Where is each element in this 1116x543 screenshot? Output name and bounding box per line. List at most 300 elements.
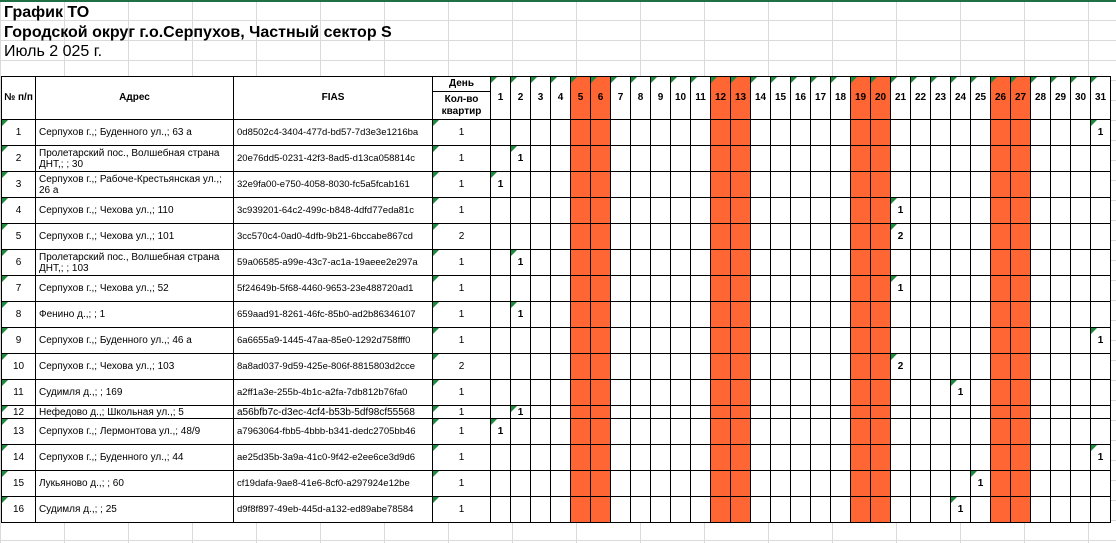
day-cell[interactable] [811,354,831,380]
day-cell[interactable] [851,276,871,302]
day-cell[interactable] [871,497,891,523]
day-cell[interactable] [671,172,691,198]
day-cell[interactable] [911,302,931,328]
day-cell[interactable] [731,276,751,302]
day-cell[interactable] [731,198,751,224]
day-cell[interactable] [731,354,751,380]
day-cell[interactable] [911,198,931,224]
header-day-29[interactable]: 29 [1051,77,1071,120]
day-cell[interactable] [551,328,571,354]
day-cell[interactable] [931,497,951,523]
day-cell[interactable] [571,276,591,302]
day-cell[interactable] [751,497,771,523]
day-cell[interactable] [771,419,791,445]
day-cell[interactable] [751,120,771,146]
day-cell[interactable] [771,302,791,328]
day-cell[interactable] [751,354,771,380]
day-cell[interactable] [711,120,731,146]
day-cell[interactable] [751,172,771,198]
day-cell[interactable] [851,302,871,328]
day-cell[interactable] [951,406,971,419]
day-cell[interactable] [1031,302,1051,328]
day-cell[interactable] [1011,172,1031,198]
day-cell[interactable] [491,302,511,328]
row-number[interactable]: 5 [2,224,36,250]
day-cell[interactable] [691,354,711,380]
day-cell[interactable] [551,120,571,146]
day-cell[interactable] [911,120,931,146]
day-cell[interactable] [971,497,991,523]
day-cell[interactable] [871,419,891,445]
day-cell[interactable] [971,120,991,146]
day-cell[interactable] [911,419,931,445]
day-cell[interactable] [851,445,871,471]
day-cell[interactable] [1011,302,1031,328]
address-cell[interactable]: Серпухов г.,; Буденного ул.,; 46 а [36,328,234,354]
day-cell[interactable] [531,224,551,250]
apartment-count-cell[interactable]: 1 [433,471,491,497]
day-cell[interactable] [1031,497,1051,523]
day-cell[interactable] [1091,276,1111,302]
day-cell[interactable] [711,198,731,224]
day-cell[interactable] [991,497,1011,523]
day-cell[interactable] [1011,146,1031,172]
day-cell[interactable] [911,250,931,276]
day-cell[interactable] [611,172,631,198]
day-cell[interactable] [1091,172,1111,198]
day-cell[interactable] [711,302,731,328]
day-cell[interactable] [871,146,891,172]
day-cell[interactable] [671,471,691,497]
header-day-24[interactable]: 24 [951,77,971,120]
day-cell[interactable] [1011,471,1031,497]
day-cell[interactable] [1031,354,1051,380]
day-cell[interactable] [711,354,731,380]
day-cell[interactable] [791,328,811,354]
day-cell[interactable] [971,328,991,354]
day-cell[interactable] [1031,198,1051,224]
day-cell[interactable] [571,445,591,471]
day-cell[interactable] [991,172,1011,198]
day-cell[interactable] [491,445,511,471]
day-cell[interactable] [531,380,551,406]
header-day-15[interactable]: 15 [771,77,791,120]
day-cell[interactable] [891,380,911,406]
day-cell[interactable] [751,328,771,354]
day-cell[interactable] [931,146,951,172]
header-day-16[interactable]: 16 [791,77,811,120]
day-cell[interactable] [871,406,891,419]
day-cell[interactable] [491,250,511,276]
address-cell[interactable]: Серпухов г.,; Чехова ул.,; 52 [36,276,234,302]
day-cell[interactable] [531,172,551,198]
header-day-18[interactable]: 18 [831,77,851,120]
address-cell[interactable]: Фенино д.,; ; 1 [36,302,234,328]
day-cell[interactable] [811,445,831,471]
fias-cell[interactable]: cf19dafa-9ae8-41e6-8cf0-a297924e12be [234,471,433,497]
day-cell[interactable] [611,120,631,146]
day-cell[interactable] [1071,120,1091,146]
day-cell[interactable] [531,497,551,523]
row-number[interactable]: 3 [2,172,36,198]
day-cell[interactable] [951,354,971,380]
day-cell[interactable] [631,471,651,497]
address-cell[interactable]: Серпухов г.,; Чехова ул.,; 110 [36,198,234,224]
day-cell[interactable] [1051,276,1071,302]
day-cell[interactable] [571,419,591,445]
header-day-28[interactable]: 28 [1031,77,1051,120]
fias-cell[interactable]: ae25d35b-3a9a-41c0-9f42-e2ee6ce3d9d6 [234,445,433,471]
day-cell[interactable] [631,380,651,406]
day-cell[interactable] [771,172,791,198]
day-cell[interactable]: 1 [971,471,991,497]
day-cell[interactable] [851,146,871,172]
day-cell[interactable] [1031,120,1051,146]
day-cell[interactable] [851,328,871,354]
day-cell[interactable] [771,146,791,172]
header-day-26[interactable]: 26 [991,77,1011,120]
day-cell[interactable] [511,276,531,302]
day-cell[interactable] [831,406,851,419]
day-cell[interactable] [491,497,511,523]
day-cell[interactable]: 1 [511,406,531,419]
address-cell[interactable]: Судимля д.,; ; 169 [36,380,234,406]
day-cell[interactable] [531,445,551,471]
day-cell[interactable] [971,224,991,250]
day-cell[interactable] [911,276,931,302]
apartment-count-cell[interactable]: 1 [433,120,491,146]
day-cell[interactable] [731,380,751,406]
day-cell[interactable] [611,380,631,406]
day-cell[interactable] [1051,224,1071,250]
day-cell[interactable] [971,354,991,380]
day-cell[interactable]: 2 [891,224,911,250]
day-cell[interactable] [811,172,831,198]
day-cell[interactable] [731,406,751,419]
day-cell[interactable] [751,146,771,172]
address-cell[interactable]: Серпухов г.,; Лермонтова ул.,; 48/9 [36,419,234,445]
day-cell[interactable] [811,328,831,354]
day-cell[interactable] [1051,302,1071,328]
day-cell[interactable] [951,445,971,471]
day-cell[interactable] [1051,172,1071,198]
day-cell[interactable] [551,354,571,380]
day-cell[interactable] [891,146,911,172]
day-cell[interactable] [691,302,711,328]
header-day-7[interactable]: 7 [611,77,631,120]
day-cell[interactable] [671,380,691,406]
day-cell[interactable] [1091,250,1111,276]
day-cell[interactable] [651,198,671,224]
address-cell[interactable]: Судимля д.,; ; 25 [36,497,234,523]
day-cell[interactable] [751,471,771,497]
row-number[interactable]: 4 [2,198,36,224]
day-cell[interactable] [831,172,851,198]
day-cell[interactable] [571,497,591,523]
day-cell[interactable] [651,406,671,419]
day-cell[interactable] [671,276,691,302]
day-cell[interactable] [551,172,571,198]
day-cell[interactable] [591,302,611,328]
header-day-14[interactable]: 14 [751,77,771,120]
fias-cell[interactable]: 3c939201-64c2-499c-b848-4dfd77eda81c [234,198,433,224]
row-number[interactable]: 13 [2,419,36,445]
day-cell[interactable] [791,120,811,146]
day-cell[interactable] [551,302,571,328]
header-day-11[interactable]: 11 [691,77,711,120]
day-cell[interactable] [1031,380,1051,406]
day-cell[interactable] [851,406,871,419]
day-cell[interactable] [831,250,851,276]
address-cell[interactable]: Серпухов г.,; Буденного ул.,; 63 а [36,120,234,146]
day-cell[interactable] [871,302,891,328]
day-cell[interactable] [951,146,971,172]
day-cell[interactable] [831,471,851,497]
day-cell[interactable] [971,445,991,471]
apartment-count-cell[interactable]: 1 [433,406,491,419]
day-cell[interactable] [651,328,671,354]
day-cell[interactable] [631,497,651,523]
day-cell[interactable] [1071,302,1091,328]
fias-cell[interactable]: 659aad91-8261-46fc-85b0-ad2b86346107 [234,302,433,328]
row-number[interactable]: 12 [2,406,36,419]
day-cell[interactable] [671,445,691,471]
apartment-count-cell[interactable]: 1 [433,276,491,302]
day-cell[interactable] [1071,380,1091,406]
day-cell[interactable] [611,276,631,302]
day-cell[interactable] [691,406,711,419]
day-cell[interactable] [751,250,771,276]
day-cell[interactable] [531,328,551,354]
day-cell[interactable] [831,380,851,406]
day-cell[interactable] [791,406,811,419]
fias-cell[interactable]: a7963064-fbb5-4bbb-b341-dedc2705bb46 [234,419,433,445]
day-cell[interactable] [851,497,871,523]
day-cell[interactable] [1031,276,1051,302]
day-cell[interactable] [891,172,911,198]
day-cell[interactable] [611,224,631,250]
day-cell[interactable] [1071,406,1091,419]
day-cell[interactable] [631,172,651,198]
day-cell[interactable] [551,250,571,276]
day-cell[interactable] [691,172,711,198]
day-cell[interactable] [971,380,991,406]
day-cell[interactable] [711,328,731,354]
day-cell[interactable] [1031,471,1051,497]
day-cell[interactable] [911,146,931,172]
day-cell[interactable] [571,198,591,224]
day-cell[interactable] [651,276,671,302]
row-number[interactable]: 2 [2,146,36,172]
day-cell[interactable] [1051,354,1071,380]
day-cell[interactable] [931,302,951,328]
header-day-27[interactable]: 27 [1011,77,1031,120]
day-cell[interactable] [511,198,531,224]
day-cell[interactable] [1011,328,1031,354]
day-cell[interactable] [731,328,751,354]
day-cell[interactable] [891,250,911,276]
day-cell[interactable] [651,146,671,172]
day-cell[interactable] [971,146,991,172]
apartment-count-cell[interactable]: 1 [433,172,491,198]
header-day-3[interactable]: 3 [531,77,551,120]
day-cell[interactable] [1071,471,1091,497]
day-cell[interactable] [551,406,571,419]
day-cell[interactable] [711,380,731,406]
day-cell[interactable] [771,198,791,224]
day-cell[interactable] [571,354,591,380]
day-cell[interactable] [891,120,911,146]
header-apartment-count[interactable]: Кол-во квартир [433,92,491,120]
day-cell[interactable] [1071,146,1091,172]
day-cell[interactable] [651,250,671,276]
day-cell[interactable] [831,302,851,328]
header-row-number[interactable]: № п/п [2,77,36,120]
row-number[interactable]: 8 [2,302,36,328]
header-day-9[interactable]: 9 [651,77,671,120]
day-cell[interactable] [531,146,551,172]
row-number[interactable]: 1 [2,120,36,146]
day-cell[interactable] [771,406,791,419]
day-cell[interactable] [611,198,631,224]
day-cell[interactable] [1031,146,1051,172]
day-cell[interactable] [831,354,851,380]
day-cell[interactable] [651,302,671,328]
day-cell[interactable] [911,497,931,523]
day-cell[interactable] [491,224,511,250]
day-cell[interactable] [831,497,851,523]
day-cell[interactable] [591,276,611,302]
day-cell[interactable] [911,172,931,198]
day-cell[interactable] [1091,198,1111,224]
day-cell[interactable] [951,172,971,198]
day-cell[interactable] [771,224,791,250]
day-cell[interactable] [771,380,791,406]
day-cell[interactable] [491,146,511,172]
day-cell[interactable] [971,250,991,276]
day-cell[interactable] [551,224,571,250]
header-day-1[interactable]: 1 [491,77,511,120]
day-cell[interactable]: 1 [511,302,531,328]
day-cell[interactable] [571,120,591,146]
day-cell[interactable] [1051,471,1071,497]
day-cell[interactable] [651,380,671,406]
day-cell[interactable] [611,445,631,471]
day-cell[interactable] [711,224,731,250]
day-cell[interactable] [771,445,791,471]
day-cell[interactable] [751,380,771,406]
day-cell[interactable] [511,328,531,354]
day-cell[interactable]: 1 [511,250,531,276]
day-cell[interactable] [1051,406,1071,419]
day-cell[interactable] [651,419,671,445]
day-cell[interactable] [651,120,671,146]
day-cell[interactable] [511,120,531,146]
day-cell[interactable] [771,328,791,354]
day-cell[interactable] [671,146,691,172]
day-cell[interactable] [891,471,911,497]
fias-cell[interactable]: 5f24649b-5f68-4460-9653-23e488720ad1 [234,276,433,302]
day-cell[interactable] [631,224,651,250]
day-cell[interactable] [951,224,971,250]
day-cell[interactable] [591,419,611,445]
day-cell[interactable] [691,224,711,250]
fias-cell[interactable]: d9f8f897-49eb-445d-a132-ed89abe78584 [234,497,433,523]
header-day-2[interactable]: 2 [511,77,531,120]
day-cell[interactable] [931,172,951,198]
day-cell[interactable] [671,497,691,523]
day-cell[interactable] [711,250,731,276]
day-cell[interactable] [931,198,951,224]
fias-cell[interactable]: 20e76dd5-0231-42f3-8ad5-d13ca058814c [234,146,433,172]
header-day-19[interactable]: 19 [851,77,871,120]
row-number[interactable]: 16 [2,497,36,523]
day-cell[interactable] [511,445,531,471]
day-cell[interactable] [831,328,851,354]
header-day-23[interactable]: 23 [931,77,951,120]
day-cell[interactable] [591,380,611,406]
day-cell[interactable] [731,172,751,198]
day-cell[interactable] [851,250,871,276]
day-cell[interactable] [551,445,571,471]
day-cell[interactable] [751,419,771,445]
day-cell[interactable] [791,471,811,497]
day-cell[interactable] [791,419,811,445]
header-day-12[interactable]: 12 [711,77,731,120]
header-day-17[interactable]: 17 [811,77,831,120]
day-cell[interactable] [1071,419,1091,445]
day-cell[interactable] [631,354,651,380]
day-cell[interactable] [791,354,811,380]
day-cell[interactable] [731,120,751,146]
day-cell[interactable] [491,276,511,302]
day-cell[interactable] [991,419,1011,445]
day-cell[interactable] [791,380,811,406]
apartment-count-cell[interactable]: 1 [433,198,491,224]
day-cell[interactable] [571,172,591,198]
day-cell[interactable] [1011,198,1031,224]
day-cell[interactable] [791,302,811,328]
day-cell[interactable] [1091,406,1111,419]
header-day-13[interactable]: 13 [731,77,751,120]
header-day-6[interactable]: 6 [591,77,611,120]
day-cell[interactable] [871,445,891,471]
day-cell[interactable] [751,302,771,328]
day-cell[interactable] [611,497,631,523]
day-cell[interactable] [911,224,931,250]
day-cell[interactable] [651,224,671,250]
day-cell[interactable] [551,471,571,497]
day-cell[interactable] [1031,445,1051,471]
day-cell[interactable] [531,302,551,328]
day-cell[interactable] [1031,224,1051,250]
day-cell[interactable] [571,250,591,276]
day-cell[interactable] [951,419,971,445]
day-cell[interactable] [791,497,811,523]
address-cell[interactable]: Пролетарский пос., Волшебная страна ДНТ,; ; 103 [36,250,234,276]
day-cell[interactable] [1091,419,1111,445]
day-cell[interactable] [511,471,531,497]
day-cell[interactable] [811,146,831,172]
day-cell[interactable] [951,302,971,328]
day-cell[interactable] [731,419,751,445]
day-cell[interactable] [551,419,571,445]
day-cell[interactable] [1011,224,1031,250]
day-cell[interactable] [531,419,551,445]
fias-cell[interactable]: 59a06585-a99e-43c7-ac1a-19aeee2e297a [234,250,433,276]
day-cell[interactable] [931,419,951,445]
day-cell[interactable]: 1 [1091,120,1111,146]
